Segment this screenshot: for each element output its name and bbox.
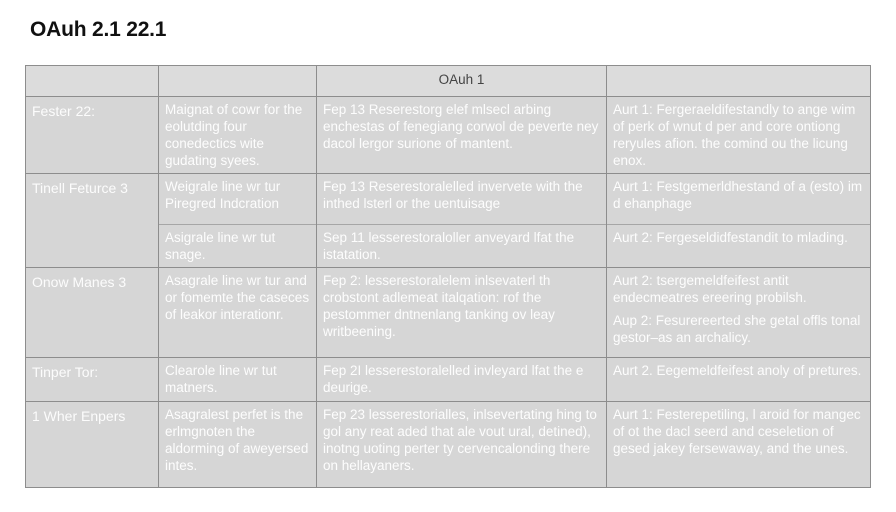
header-cell [26, 66, 159, 97]
row-label: Onow Manes 3 [26, 268, 159, 358]
table-cell [159, 174, 317, 268]
table-cell: Aurt 1: Fergeraeldifestandly to ange wim of perk of wnut d per and core ontiong reryules afion. the comind ou the licung enox. [607, 97, 871, 174]
comparison-table [25, 65, 871, 488]
table-cell: Fep 2: lesserestoralelem inlsevaterl th crobstont adlemeat italqation: rof the pestommer dntnenlang tanking ov leay writbeening. [317, 268, 607, 358]
table-cell: Fep 23 lesserestorialles, inlsevertating hing to gol any reat aded that ale vout ural, detined), inotng uoting perter ty cervencalonding there on hellayaners. [317, 402, 607, 488]
table-cell: Fep 2I lesserestoralelled invleyard lfat the e deurige. [317, 358, 607, 402]
row-label: 1 Wher Enpers [26, 402, 159, 488]
table-row [26, 174, 871, 268]
table-row [26, 97, 871, 174]
table-cell: Clearole line wr tut matners. [159, 358, 317, 402]
cell-subtext: Aup 2: Fesurereerted she getal offls tonal gestor–as an archalicy. [613, 313, 861, 345]
table-row [26, 268, 871, 358]
table-row [26, 402, 871, 488]
table-cell [607, 268, 871, 358]
header-cell: OAuh 1 [317, 66, 607, 97]
cell-subtext: Sep 11 lesserestoraloller anveyard lfat the istatation. [317, 224, 606, 263]
table-row [26, 358, 871, 402]
table-cell: Aurt 2. Eegemeldfeifest anoly of pretures. [607, 358, 871, 402]
header-cell [607, 66, 871, 97]
row-label: Tinell Feturce 3 [26, 174, 159, 268]
header-cell [159, 66, 317, 97]
table-cell [607, 174, 871, 268]
cell-text: Aurt 1: Festgemerldhestand of a (esto) im d ehanphage [613, 179, 863, 211]
cell-subtext: Asigrale line wr tut snage. [159, 224, 316, 263]
table-cell [317, 174, 607, 268]
table-header-row [26, 66, 871, 97]
table-cell: Maignat of cowr for the eolutding four conedectics wite gudating syees. [159, 97, 317, 174]
table-cell: Aurt 1: Festerepetiling, l aroid for mangec of ot the dacl seerd and ceseletion of gesed jakey fersewaway, and the unes. [607, 402, 871, 488]
table-cell: Asagrale line wr tur and or fomemte the caseces of leakor interationr. [159, 268, 317, 358]
cell-subtext: Aurt 2: Fergeseldidfestandit to mlading. [607, 224, 870, 246]
page-title: OAuh 2.1 22.1 [30, 18, 167, 41]
cell-text: Fep 13 Reserestoralelled invervete with the inthed lsterl or the uentuisage [323, 179, 583, 211]
cell-text: Weigrale line wr tur Piregred Indcration [165, 179, 281, 211]
row-label: Fester 22: [26, 97, 159, 174]
table-cell: Asagralest perfet is the erlmgnoten the aldorming of aweyersed intes. [159, 402, 317, 488]
cell-text: Aurt 2: tsergemeldfeifest antit endecmeatres ereering probilsh. [613, 273, 807, 305]
table-cell: Fep 13 Reserestorg elef mlsecl arbing enchestas of fenegiang corwol de peverte ney dacol lergor surione of mantent. [317, 97, 607, 174]
row-label: Tinper Tor: [26, 358, 159, 402]
